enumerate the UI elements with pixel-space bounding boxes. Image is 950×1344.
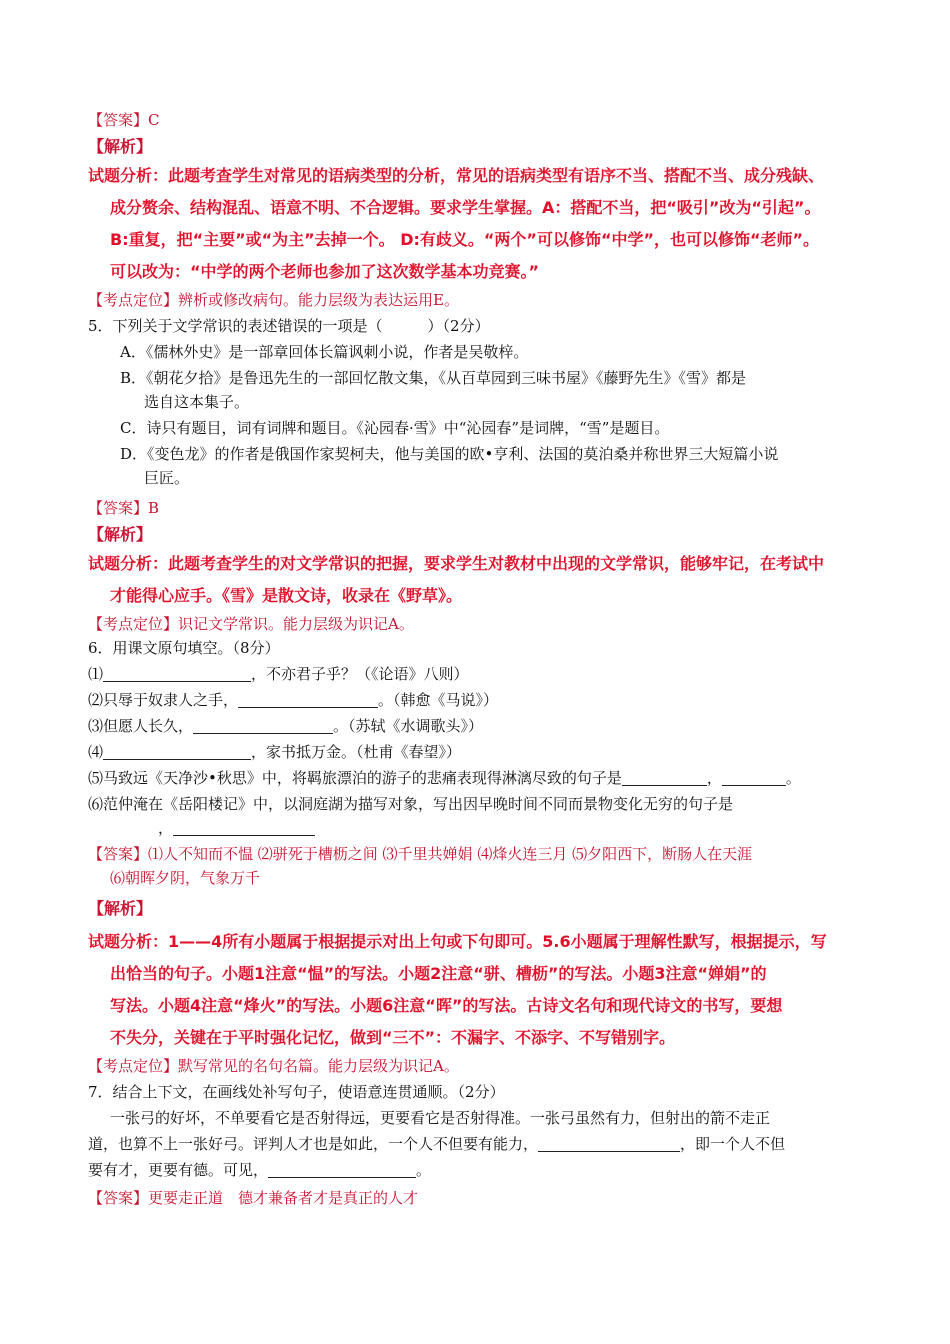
answer-value: B [148, 499, 160, 517]
document-page [88, 108, 878, 1210]
point-label: 【考点定位】 [88, 1057, 179, 1075]
blank-2[interactable] [238, 690, 378, 708]
point-text: 识记文学常识。能力层级为识记A。 [178, 615, 414, 633]
q6-item-2: ⑵只辱于奴隶人之手， 。（韩愈《马说》） [88, 691, 499, 709]
analysis-line: 才能得心应手。《雪》是散文诗，收录在《野草》。 [110, 586, 463, 605]
blank-5b[interactable] [722, 768, 786, 786]
q5-option-b: B．《朝花夕拾》是鲁迅先生的一部回忆散文集，《从百草园到三味书屋》《藤野先生》《雪》都是 [120, 369, 747, 387]
q7-answer [88, 1186, 878, 1210]
answer-line: ⑴人不知而不愠 ⑵骈死于槽枥之间 ⑶千里共婵娟 ⑷烽火连三月 ⑸夕阳西下，断肠人在天涯 [148, 845, 753, 863]
analysis-label: 【解析】 [88, 525, 153, 544]
q6-item-6-cont: ， [88, 816, 878, 840]
q5-option-b-cont: 选自这本集子。 [144, 393, 250, 411]
analysis-line: 成分赘余、结构混乱、语意不明、不合逻辑。要求学生掌握。A：搭配不当，把“吸引”改为“引起”。 [110, 198, 821, 217]
answer-label: 【答案】 [88, 845, 149, 863]
q6-item-5: ⑸马致远《天净沙•秋思》中，将羁旅漂泊的游子的悲痛表现得淋漓尽致的句子是 ， 。 [88, 769, 801, 787]
analysis-line: 写法。小题4注意“烽火”的写法。小题6注意“晖”的写法。古诗文名句和现代诗文的书写，要想 [110, 996, 783, 1015]
q5-stem: 5．下列关于文学常识的表述错误的一项是（ ）（2分） [88, 317, 490, 335]
blank-6[interactable] [173, 818, 315, 836]
analysis-label: 【解析】 [88, 899, 153, 918]
q4-analysis [88, 160, 878, 288]
q5-answer [88, 496, 878, 520]
q7-paragraph-line: 要有才，更要有德。可见， 。 [88, 1161, 432, 1179]
answer-label: 【答案】 [88, 111, 149, 129]
q7-paragraph-line: 一张弓的好坏，不单要看它是否射得远，更要看它是否射得准。一张弓虽然有力，但射出的箭不走正 [110, 1109, 771, 1127]
q6-point [88, 1054, 878, 1078]
analysis-label: 【解析】 [88, 137, 153, 156]
q4-answer [88, 108, 878, 132]
analysis-line: 试题分析：1——4所有小题属于根据提示对出上句或下句即可。5.6小题属于理解性默写，根据提示，写 [88, 932, 827, 951]
q7-paragraph-line: 道，也算不上一张好弓。评判人才也是如此，一个人不但要有能力， ，即一个人不但 [88, 1135, 786, 1153]
point-text: 默写常见的名句名篇。能力层级为识记A。 [178, 1057, 459, 1075]
q7-stem: 7．结合上下文，在画线处补写句子，使语意连贯通顺。（2分） [88, 1083, 505, 1101]
q7-blank-2[interactable] [268, 1160, 416, 1178]
answer-label: 【答案】 [88, 499, 149, 517]
analysis-line: 试题分析：此题考查学生的对文学常识的把握，要求学生对教材中出现的文学常识，能够牢记，在考试中 [88, 554, 825, 573]
q6-item-4: ⑷ ，家书抵万金。（杜甫《春望》） [88, 743, 462, 761]
q5-point [88, 612, 878, 636]
q7-blank-1[interactable] [538, 1134, 680, 1152]
analysis-line: 试题分析：此题考查学生对常见的语病类型的分析，常见的语病类型有语序不当、搭配不当、成分残缺、 [88, 166, 825, 185]
q6-item-1: ⑴ ，不亦君子乎？（《论语》八则） [88, 665, 469, 683]
blank-1[interactable] [103, 664, 251, 682]
point-label: 【考点定位】 [88, 615, 179, 633]
q6-item-6: ⑹范仲淹在《岳阳楼记》中，以洞庭湖为描写对象，写出因早晚时间不同而景物变化无穷的句子是 [88, 795, 734, 813]
analysis-line: B:重复，把“主要”或“为主”去掉一个。 D:有歧义。“两个”可以修饰“中学”，也可以修饰“老师”。 [110, 230, 820, 249]
analysis-line: 不失分，关键在于平时强化记忆，做到“三不”：不漏字、不添字、不写错别字。 [110, 1028, 676, 1047]
q4-point [88, 288, 878, 312]
blank-4[interactable] [103, 742, 251, 760]
q5-option-d: D．《变色龙》的作者是俄国作家契柯夫，他与美国的欧•亨利、法国的莫泊桑并称世界三大短篇小说 [120, 445, 779, 463]
point-text: 辨析或修改病句。能力层级为表达运用E。 [178, 291, 459, 309]
q6-item-3: ⑶但愿人长久， 。（苏轼《水调歌头》） [88, 717, 484, 735]
q6-analysis [88, 926, 878, 1054]
point-label: 【考点定位】 [88, 291, 179, 309]
q5-option-c: C．诗只有题目，词有词牌和题目。《沁园春·雪》中“沁园春”是词牌，“雪”是题目。 [120, 419, 670, 437]
q6-answer [88, 842, 878, 866]
analysis-line: 可以改为：“中学的两个老师也参加了这次数学基本功竞赛。” [110, 262, 540, 281]
q5-option-d-cont: 巨匠。 [144, 469, 190, 487]
answer-value: 更要走正道 德才兼备者才是真正的人才 [148, 1189, 419, 1207]
blank-3[interactable] [193, 716, 333, 734]
q5-analysis [88, 548, 878, 612]
analysis-line: 出恰当的句子。小题1注意“愠”的写法。小题2注意“骈、槽枥”的写法。小题3注意“婵娟”的 [110, 964, 767, 983]
answer-label: 【答案】 [88, 1189, 149, 1207]
q6-answer-cont: ⑹朝晖夕阴，气象万千 [110, 869, 261, 887]
q6-stem: 6．用课文原句填空。（8分） [88, 639, 280, 657]
blank-5a[interactable] [622, 768, 707, 786]
answer-value: C [148, 111, 160, 129]
q5-option-a: A．《儒林外史》是一部章回体长篇讽刺小说，作者是吴敬梓。 [120, 343, 529, 361]
